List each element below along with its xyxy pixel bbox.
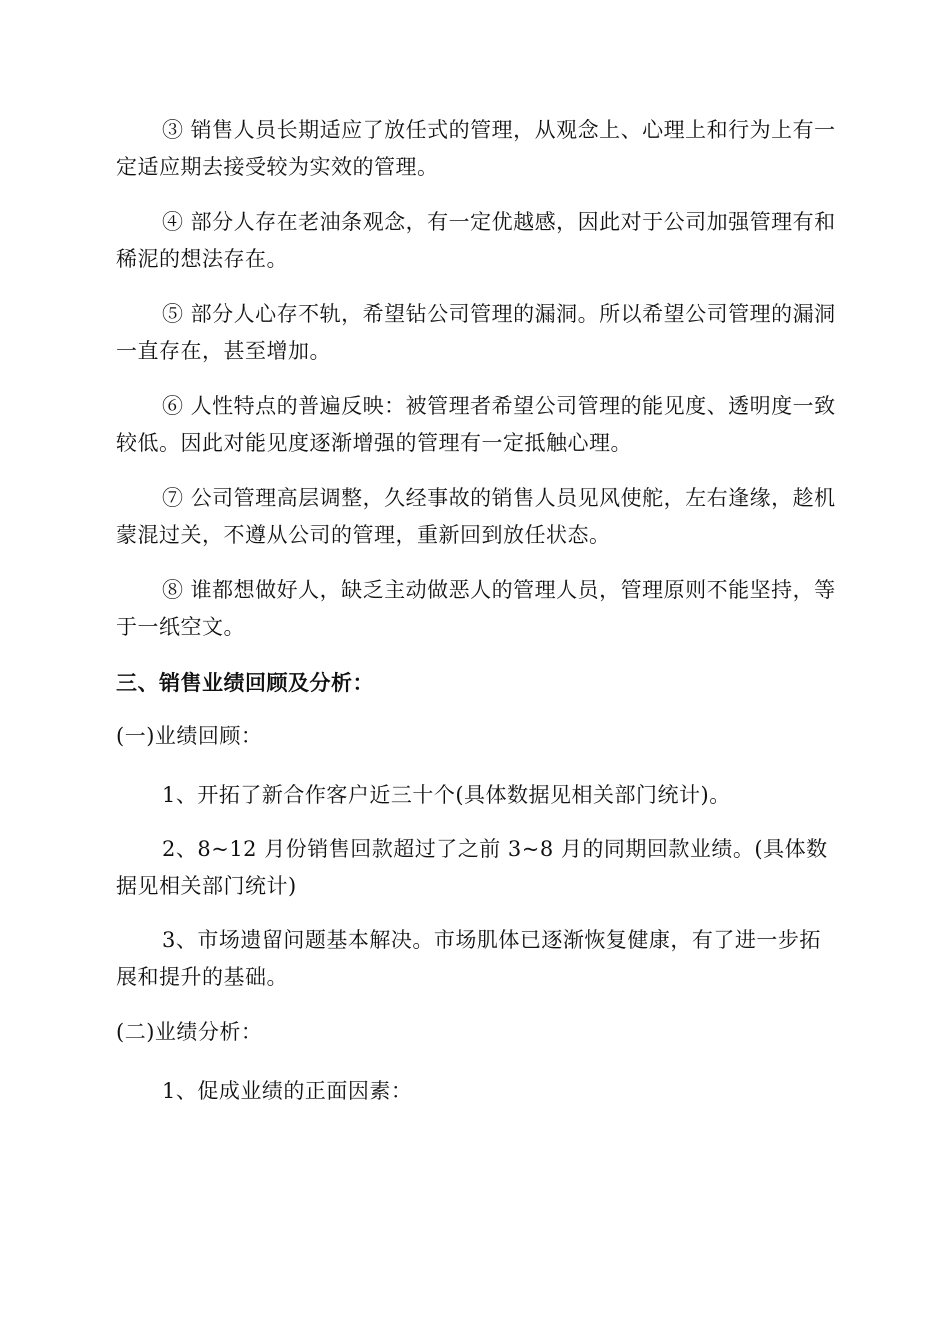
paragraph-item-5: ⑤ 部分人心存不轨，希望钻公司管理的漏洞。所以希望公司管理的漏洞一直存在，甚至增加。 [116, 302, 836, 363]
paragraph-item-6: ⑥ 人性特点的普遍反映：被管理者希望公司管理的能见度、透明度一致较低。因此对能见度逐渐增强的管理有一定抵触心理。 [116, 394, 836, 455]
paragraph-item-3: ③ 销售人员长期适应了放任式的管理，从观念上、心理上和行为上有一定适应期去接受较为实效的管理。 [116, 118, 836, 179]
paragraph-item-7: ⑦ 公司管理高层调整，久经事故的销售人员见风使舵，左右逢缘，趁机蒙混过关，不遵从公司的管理，重新回到放任状态。 [116, 486, 836, 547]
paragraph-item-4: ④ 部分人存在老油条观念，有一定优越感，因此对于公司加强管理有和稀泥的想法存在。 [116, 210, 836, 271]
review-item-2: 2、8~12 月份销售回款超过了之前 3~8 月的同期回款业绩。(具体数据见相关部门统计) [116, 837, 828, 898]
subheading-review: (一)业绩回顾： [116, 724, 263, 748]
subheading-analysis: (二)业绩分析： [116, 1020, 263, 1044]
review-item-3: 3、市场遗留问题基本解决。市场肌体已逐渐恢复健康，有了进一步拓展和提升的基础。 [116, 928, 821, 989]
review-item-1: 1、开拓了新合作客户近三十个(具体数据见相关部门统计)。 [162, 783, 731, 807]
analysis-item-1: 1、促成业绩的正面因素： [162, 1079, 413, 1103]
paragraph-item-8: ⑧ 谁都想做好人，缺乏主动做恶人的管理人员，管理原则不能坚持，等于一纸空文。 [116, 578, 836, 639]
section-heading: 三、销售业绩回顾及分析： [116, 671, 374, 695]
